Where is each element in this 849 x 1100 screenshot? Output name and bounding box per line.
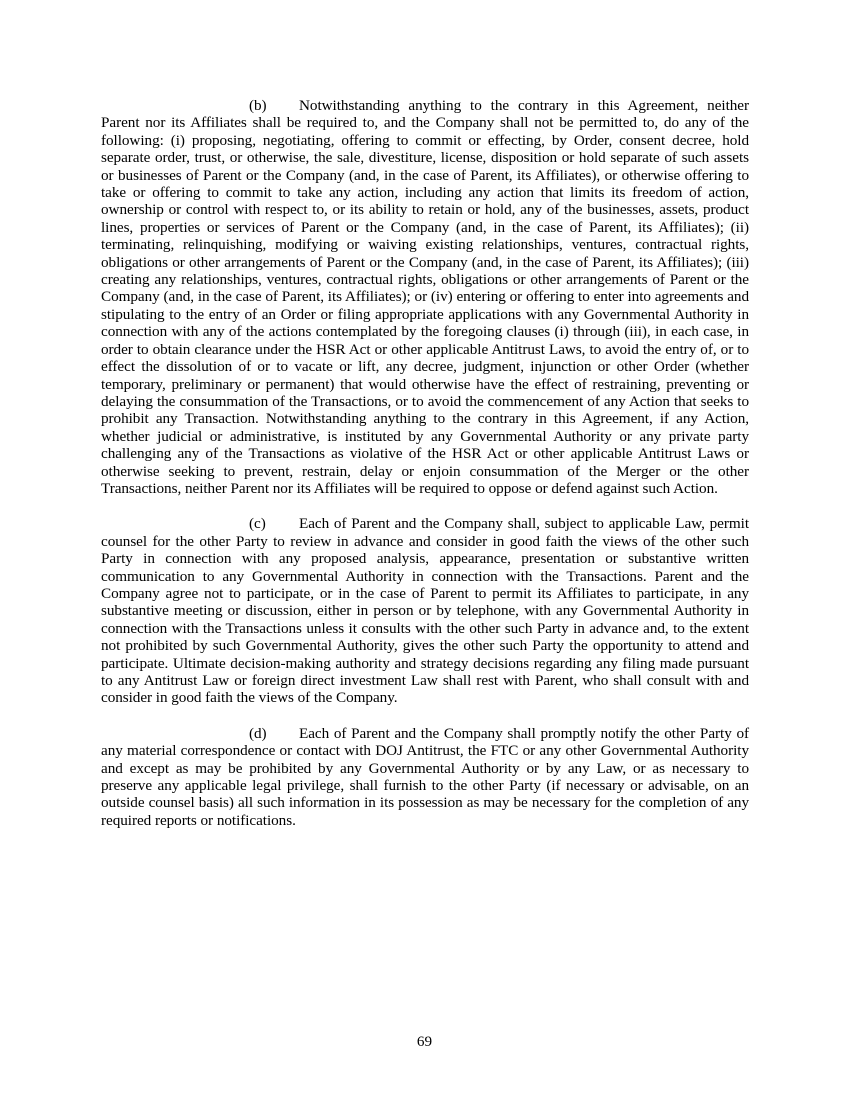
page-number: 69 [416,1033,433,1050]
paragraph-d [101,725,749,829]
paragraph-c [101,515,749,706]
paragraph-text: Notwithstanding anything to the contrary in this Agreement, neither Parent nor its Affiliates shall be required to, and the Company shall not be permitted to, do any of the following: (i) proposing, negotiating, offering to commit or effecting, by Order, consent decree, hold separate order, trust, or otherwise, the sale, divestiture, license, disposition or hold separate of such assets or businesses of Parent or the Company (and, in the case of Parent, its Affiliates), or otherwise offering to take or offering to commit to take any action, including any action that limits its freedom of action, ownership or control with respect to, or its ability to retain or hold, any of the businesses, assets, product lines, properties or services of Parent or the Company (and, in the case of Parent, its Affiliates); (ii) terminating, relinquishing, modifying or waiving existing relationships, ventures, contractual rights, obligations or other arrangements of Parent or the Company (and, in the case of Parent, its Affiliates); (iii) creating any relationships, ventures, contractual rights, obligations or other arrangements of Parent or the Company (and, in the case of Parent, its Affiliates); or (iv) entering or offering to enter into agreements and stipulating to the entry of an Order or filing appropriate applications with any Governmental Authority in connection with any of the actions contemplated by the foregoing clauses (i) through (iii), in each case, in order to obtain clearance under the HSR Act or other applicable Antitrust Laws, to avoid the entry of, or to effect the dissolution of or to vacate or lift, any decree, judgment, injunction or other Order (whether temporary, preliminary or permanent) that would otherwise have the effect of restraining, preventing or delaying the consummation of the Transactions, or to avoid the commencement of any Action that seeks to prohibit any Transaction. Notwithstanding anything to the contrary in this Agreement, if any Action, whether judicial or administrative, is instituted by any Governmental Authority or any private party challenging any of the Transactions as violative of the HSR Act or other applicable Antitrust Laws or otherwise seeking to prevent, restrain, delay or enjoin consummation of the Merger or the other Transactions, neither Parent nor its Affiliates will be required to oppose or defend against such Action. [101,97,749,497]
document-body [101,97,749,847]
paragraph-b [101,97,749,497]
paragraph-text: Each of Parent and the Company shall promptly notify the other Party of any material correspondence or contact with DOJ Antitrust, the FTC or any other Governmental Authority and except as may be prohibited by any Governmental Authority or by any Law, or as necessary to preserve any applicable legal privilege, shall furnish to the other Party (if necessary or advisable, on an outside counsel basis) all such information in its possession as may be necessary for the completion of any required reports or notifications. [101,724,749,829]
paragraph-label: (b) [249,97,267,114]
paragraph-label: (c) [249,515,266,533]
paragraph-text: Each of Parent and the Company shall, subject to applicable Law, permit counsel for the other Party to review in advance and consider in good faith the views of the other such Party in connection with any proposed analysis, appearance, presentation or substantive written communication to any Governmental Authority in connection with the Transactions. Parent and the Company agree not to participate, or in the case of Parent to permit its Affiliates to participate, in any substantive meeting or discussion, either in person or by telephone, with any Governmental Authority in connection with the Transactions unless it consults with the other such Party in advance and, to the extent not prohibited by such Governmental Authority, gives the other such Party the opportunity to attend and participate. Ultimate decision-making authority and strategy decisions regarding any filing made pursuant to any Antitrust Law or foreign direct investment Law shall rest with Parent, who shall consult with and consider in good faith the views of the Company. [101,515,749,707]
paragraph-label: (d) [249,724,267,742]
